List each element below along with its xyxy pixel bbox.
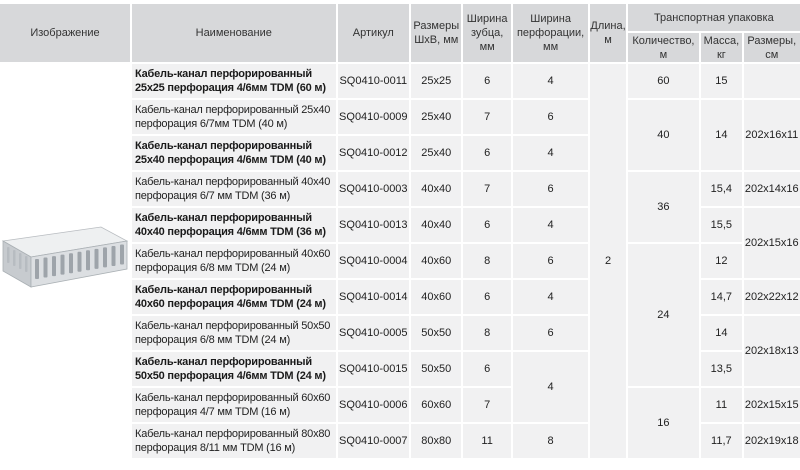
- mass-value: 11: [701, 388, 741, 422]
- tooth-width-value: 6: [463, 64, 510, 98]
- perf-width-value: 6: [513, 316, 589, 350]
- product-name: Кабель-канал перфорированный 80x80 перфорация 8/11 мм TDM (16 м): [132, 424, 336, 458]
- tooth-width-value: 7: [463, 100, 510, 134]
- dims-value: 202x18x13: [744, 316, 800, 386]
- header-length: Длина, м: [590, 4, 625, 62]
- article-number: SQ0410-0007: [338, 424, 410, 458]
- qty-value: 24: [628, 244, 700, 386]
- perf-width-value: 4: [513, 208, 589, 242]
- header-tooth-width: Ширина зубца, мм: [463, 4, 510, 62]
- product-name: Кабель-канал перфорированный 40x40 перфорация 6/7 мм TDM (36 м): [132, 172, 336, 206]
- product-name: Кабель-канал перфорированный 40x60 перфорация 6/8 мм TDM (24 м): [132, 244, 336, 278]
- product-name: Кабель-канал перфорированный 60x60 перфорация 4/7 мм TDM (16 м): [132, 388, 336, 422]
- article-number: SQ0410-0005: [338, 316, 410, 350]
- qty-value: 40: [628, 100, 700, 170]
- article-number: SQ0410-0004: [338, 244, 410, 278]
- header-transport: Транспортная упаковка: [628, 4, 800, 31]
- article-number: SQ0410-0011: [338, 64, 410, 98]
- size-value: 40x60: [411, 280, 461, 314]
- perf-width-value: 8: [513, 424, 589, 458]
- product-name: Кабель-канал перфорированный 40x40 перфорация 4/6мм TDM (36 м): [132, 208, 336, 242]
- product-name: Кабель-канал перфорированный 25x40 перфорация 4/6мм TDM (40 м): [132, 136, 336, 170]
- article-number: SQ0410-0013: [338, 208, 410, 242]
- tooth-width-value: 6: [463, 208, 510, 242]
- table-body: [0, 64, 800, 458]
- header-dims: Размеры, см: [744, 33, 800, 62]
- perf-width-value: 6: [513, 172, 589, 206]
- dims-value: 202x14x16: [744, 172, 800, 206]
- product-name: Кабель-канал перфорированный 25x40 перфорация 6/7мм TDM (40 м): [132, 100, 336, 134]
- dims-value: 202x22x12: [744, 280, 800, 314]
- article-number: SQ0410-0014: [338, 280, 410, 314]
- perf-width-value: 4: [513, 352, 589, 422]
- perf-width-value: 6: [513, 100, 589, 134]
- mass-value: 11,7: [701, 424, 741, 458]
- size-value: 60x60: [411, 388, 461, 422]
- mass-value: 15: [701, 64, 741, 98]
- mass-value: 14: [701, 316, 741, 350]
- article-number: SQ0410-0015: [338, 352, 410, 386]
- product-name: Кабель-канал перфорированный 50x50 перфорация 6/8 мм TDM (24 м): [132, 316, 336, 350]
- size-value: 25x40: [411, 100, 461, 134]
- dims-value: 202x19x18: [744, 424, 800, 458]
- header-image: Изображение: [0, 4, 130, 62]
- size-value: 40x40: [411, 172, 461, 206]
- tooth-width-value: 6: [463, 280, 510, 314]
- tooth-width-value: 8: [463, 316, 510, 350]
- qty-value: 16: [628, 388, 700, 458]
- header-size: Размеры ШхВ, мм: [411, 4, 461, 62]
- cable-channel-icon: [1, 211, 128, 311]
- size-value: 40x60: [411, 244, 461, 278]
- tooth-width-value: 7: [463, 388, 510, 422]
- tooth-width-value: 6: [463, 352, 510, 386]
- size-value: 25x40: [411, 136, 461, 170]
- article-number: SQ0410-0009: [338, 100, 410, 134]
- article-number: SQ0410-0006: [338, 388, 410, 422]
- mass-value: 15,5: [701, 208, 741, 242]
- length-value: 2: [590, 64, 625, 458]
- product-name: Кабель-канал перфорированный 40x60 перфорация 4/6мм TDM (24 м): [132, 280, 336, 314]
- size-value: 40x40: [411, 208, 461, 242]
- perf-width-value: 4: [513, 136, 589, 170]
- size-value: 50x50: [411, 316, 461, 350]
- size-value: 25x25: [411, 64, 461, 98]
- mass-value: 12: [701, 244, 741, 278]
- tooth-width-value: 11: [463, 424, 510, 458]
- perf-width-value: 6: [513, 244, 589, 278]
- dims-value: 202x16x11: [744, 100, 800, 170]
- table-row: [0, 64, 800, 98]
- dims-value: 202x15x16: [744, 208, 800, 278]
- header-name: Наименование: [132, 4, 336, 62]
- article-number: SQ0410-0012: [338, 136, 410, 170]
- product-image-cell: [0, 64, 130, 458]
- tooth-width-value: 7: [463, 172, 510, 206]
- mass-value: 14: [701, 100, 741, 170]
- tooth-width-value: 6: [463, 136, 510, 170]
- product-name: Кабель-канал перфорированный 25x25 перфорация 4/6мм TDM (60 м): [132, 64, 336, 98]
- product-name: Кабель-канал перфорированный 50x50 перфорация 4/6мм TDM (24 м): [132, 352, 336, 386]
- tooth-width-value: 8: [463, 244, 510, 278]
- mass-value: 15,4: [701, 172, 741, 206]
- mass-value: 13,5: [701, 352, 741, 386]
- article-number: SQ0410-0003: [338, 172, 410, 206]
- mass-value: 14,7: [701, 280, 741, 314]
- dims-value: [744, 64, 800, 98]
- header-perf-width: Ширина перфорации, мм: [513, 4, 589, 62]
- qty-value: 36: [628, 172, 700, 242]
- qty-value: 60: [628, 64, 700, 98]
- product-table: [0, 2, 800, 460]
- header-qty: Количество, м: [628, 33, 700, 62]
- header-mass: Масса, кг: [701, 33, 741, 62]
- perf-width-value: 4: [513, 280, 589, 314]
- size-value: 80x80: [411, 424, 461, 458]
- dims-value: 202x15x15: [744, 388, 800, 422]
- header-article: Артикул: [338, 4, 410, 62]
- size-value: 50x50: [411, 352, 461, 386]
- perf-width-value: 4: [513, 64, 589, 98]
